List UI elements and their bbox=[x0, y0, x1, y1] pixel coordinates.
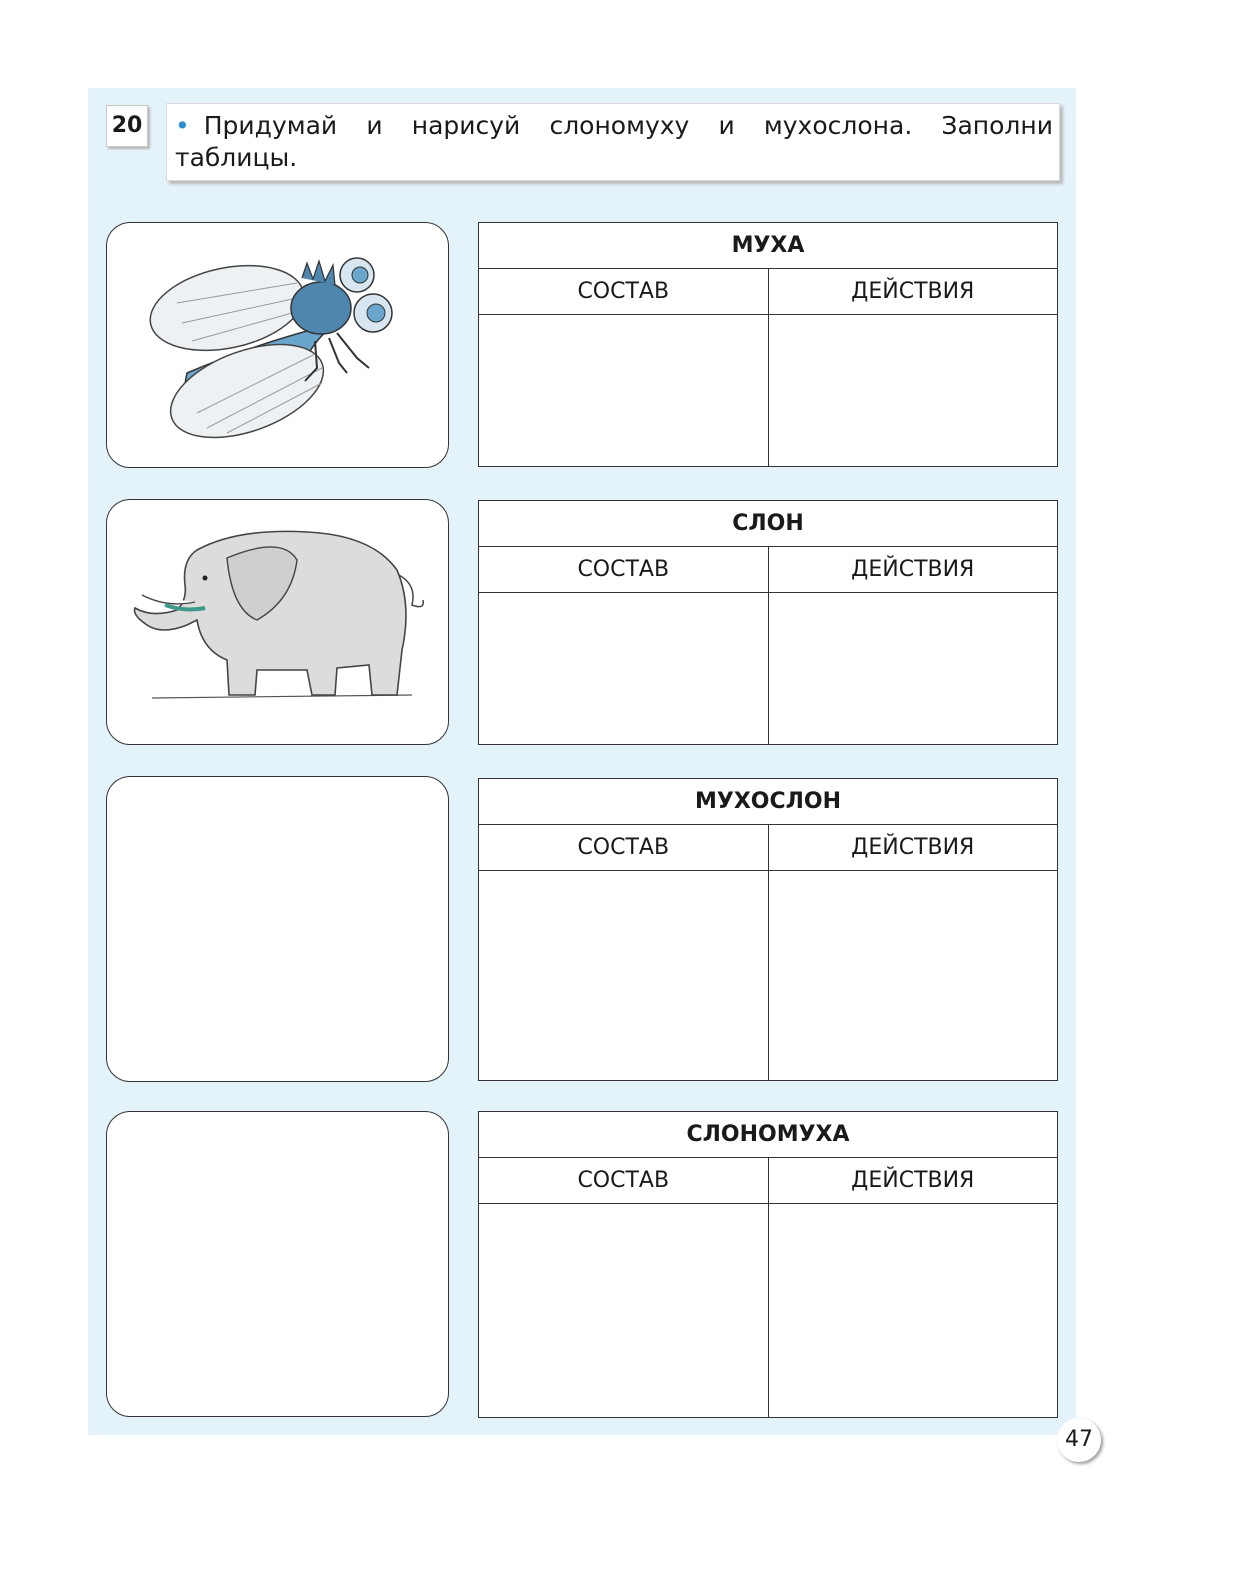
column-header-sostav: СОСТАВ bbox=[479, 825, 769, 871]
table-title: СЛОН bbox=[479, 501, 1058, 547]
table-title: МУХА bbox=[479, 223, 1058, 269]
column-header-deystviya: ДЕЙСТВИЯ bbox=[768, 825, 1058, 871]
table-slon bbox=[478, 500, 1058, 745]
deystviya-answer-cell[interactable] bbox=[768, 871, 1058, 1081]
task-instruction bbox=[166, 103, 1060, 181]
column-header-sostav: СОСТАВ bbox=[479, 269, 769, 315]
column-header-sostav: СОСТАВ bbox=[479, 1158, 769, 1204]
elephant-picture-box bbox=[106, 499, 449, 745]
column-header-sostav: СОСТАВ bbox=[479, 547, 769, 593]
table-mukha bbox=[478, 222, 1058, 467]
sostav-answer-cell[interactable] bbox=[479, 1204, 769, 1418]
elephant-illustration bbox=[107, 500, 449, 745]
sostav-answer-cell[interactable] bbox=[479, 315, 769, 467]
column-header-deystviya: ДЕЙСТВИЯ bbox=[768, 1158, 1058, 1204]
deystviya-answer-cell[interactable] bbox=[768, 1204, 1058, 1418]
table-mukhoslon bbox=[478, 778, 1058, 1081]
instruction-text: Придумай и нарисуй слономуху и мухослона. Заполни таблицы. bbox=[175, 111, 1053, 172]
page-number: 47 bbox=[1057, 1418, 1101, 1462]
sostav-answer-cell[interactable] bbox=[479, 593, 769, 745]
column-header-deystviya: ДЕЙСТВИЯ bbox=[768, 269, 1058, 315]
drawing-box-slonomukha[interactable] bbox=[106, 1111, 449, 1417]
fly-picture-box bbox=[106, 222, 449, 468]
drawing-box-mukhoslon[interactable] bbox=[106, 776, 449, 1082]
deystviya-answer-cell[interactable] bbox=[768, 315, 1058, 467]
table-slonomukha bbox=[478, 1111, 1058, 1418]
column-header-deystviya: ДЕЙСТВИЯ bbox=[768, 547, 1058, 593]
table-title: МУХОСЛОН bbox=[479, 779, 1058, 825]
bullet-icon: • bbox=[175, 111, 190, 140]
table-title: СЛОНОМУХА bbox=[479, 1112, 1058, 1158]
fly-illustration bbox=[107, 223, 449, 468]
sostav-answer-cell[interactable] bbox=[479, 871, 769, 1081]
task-number: 20 bbox=[106, 105, 148, 147]
deystviya-answer-cell[interactable] bbox=[768, 593, 1058, 745]
